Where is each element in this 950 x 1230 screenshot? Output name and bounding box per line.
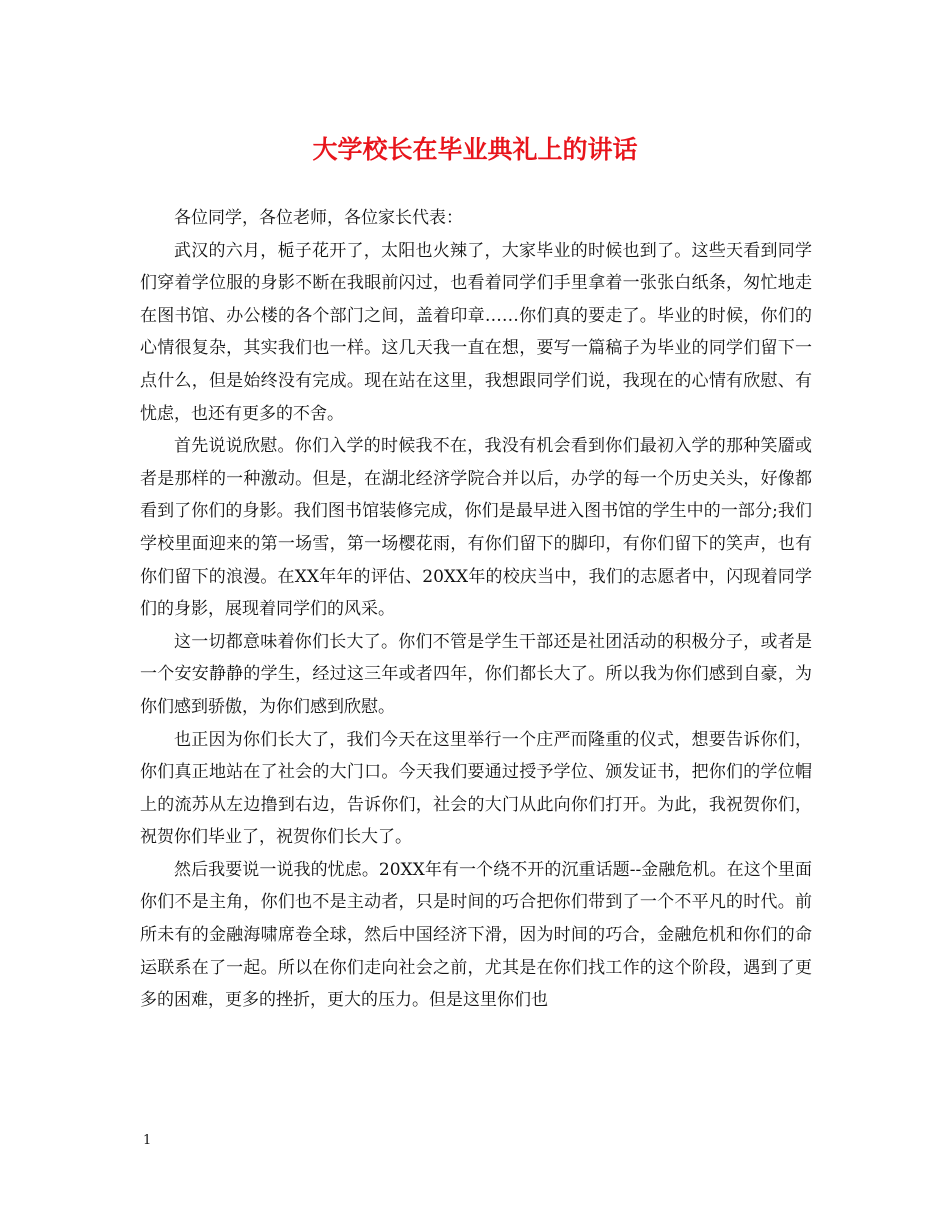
paragraph: 首先说说欣慰。你们入学的时候我不在，我没有机会看到你们最初入学的那种笑靥或者是那样的一种激动。但是，在湖北经济学院合并以后，办学的每一个历史关头，好像都看到了你们的身影。我们图书馆装修完成，你们是最早进入图书馆的学生中的一部分;我们学校里面迎来的第一场雪，第一场樱花雨，有你们留下的脚印，有你们留下的笑声，也有你们留下的浪漫。在XX年年的评估、20XX年的校庆当中，我们的志愿者中，闪现着同学们的身影，展现着同学们的风采。 (140, 436, 812, 620)
page-title: 大学校长在毕业典礼上的讲话 (312, 135, 638, 164)
paragraph-salutation: 各位同学，各位老师，各位家长代表： (174, 208, 463, 228)
paragraph: 武汉的六月，栀子花开了，太阳也火辣了，大家毕业的时候也到了。这些天看到同学们穿着学位服的身影不断在我眼前闪过，也看着同学们手里拿着一张张白纸条，匆忙地走在图书馆、办公楼的各个部门之间，盖着印章……你们真的要走了。毕业的时候，你们的心情很复杂，其实我们也一样。这几天我一直在想，要写一篇稿子为毕业的同学们留下一点什么，但是始终没有完成。现在站在这里，我想跟同学们说，我现在的心情有欣慰、有忧虑，也还有更多的不舍。 (140, 240, 812, 424)
page-number: 1 (143, 1133, 152, 1148)
paragraph: 然后我要说一说我的忧虑。20XX年有一个绕不开的沉重话题--金融危机。在这个里面你们不是主角，你们也不是主动者，只是时间的巧合把你们带到了一个不平凡的时代。前所未有的金融海啸席卷全球，然后中国经济下滑，因为时间的巧合，金融危机和你们的命运联系在了一起。所以在你们走向社会之前，尤其是在你们找工作的这个阶段，遇到了更多的困难，更多的挫折，更大的压力。但是这里你们也 (140, 859, 812, 1011)
paragraph: 这一切都意味着你们长大了。你们不管是学生干部还是社团活动的积极分子，或者是一个安安静静的学生，经过这三年或者四年，你们都长大了。所以我为你们感到自豪，为你们感到骄傲，为你们感到欣慰。 (140, 631, 812, 717)
paragraph: 也正因为你们长大了，我们今天在这里举行一个庄严而隆重的仪式，想要告诉你们，你们真正地站在了社会的大门口。今天我们要通过授予学位、颁发证书，把你们的学位帽上的流苏从左边撸到右边，告诉你们，社会的大门从此向你们打开。为此，我祝贺你们，祝贺你们毕业了，祝贺你们长大了。 (140, 729, 812, 848)
body-text (140, 202, 812, 1017)
